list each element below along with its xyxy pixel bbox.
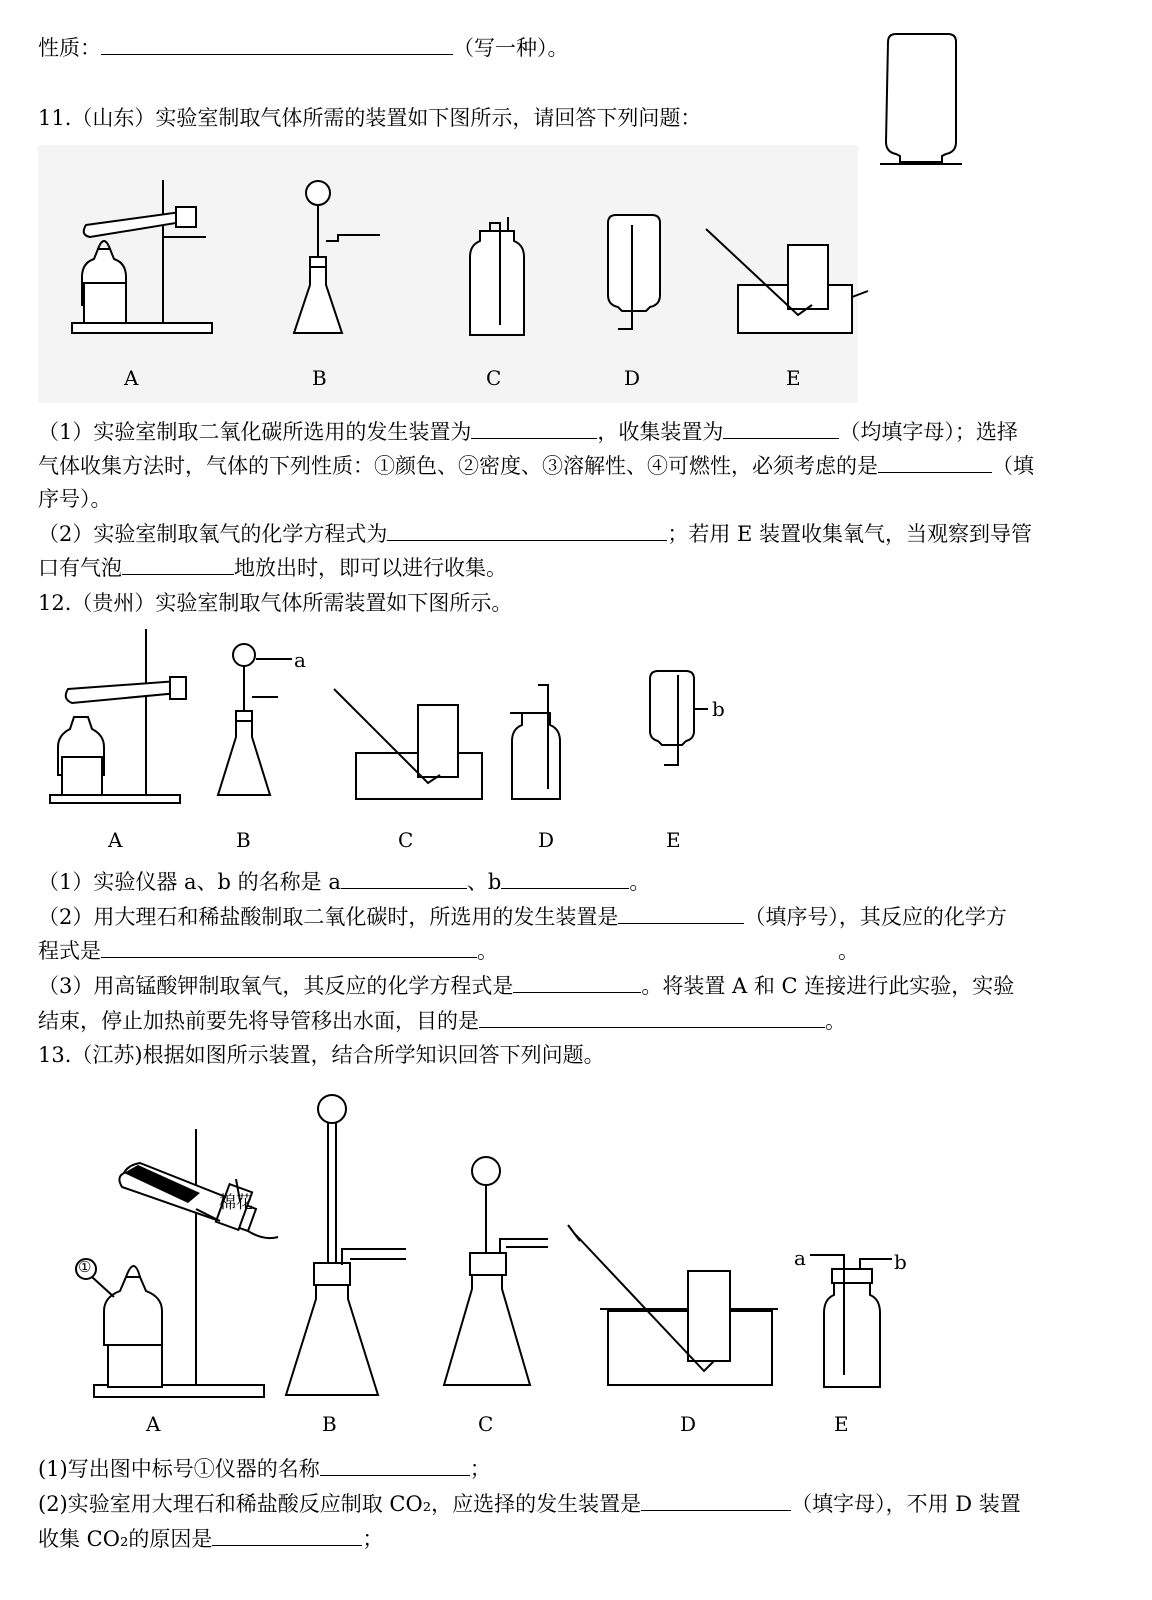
line-property bbox=[38, 33, 569, 63]
answer-blank[interactable] bbox=[641, 1490, 791, 1511]
q13-device-b bbox=[286, 1095, 406, 1395]
q12-stem: 12.（贵州）实验室制取气体所需装置如下图所示。 bbox=[38, 591, 513, 615]
q11-label-e: E bbox=[786, 366, 801, 390]
q12-label-b: B bbox=[236, 828, 251, 852]
q12-label-d: D bbox=[538, 828, 555, 852]
q11-p2-line2: 口有气泡 地放出时，即可以进行收集。 bbox=[38, 556, 507, 580]
q12-label-c: C bbox=[398, 828, 414, 852]
q12-mark-b: b bbox=[712, 697, 725, 721]
q11-label-b: B bbox=[312, 366, 327, 390]
q11-p1-line1: （1）实验室制取二氧化碳所选用的发生装置为 ，收集装置为 （均填字母）；选择 bbox=[38, 420, 1018, 444]
q12-device-c bbox=[334, 689, 482, 799]
q12-label-e: E bbox=[666, 828, 681, 852]
q13-p1: (1)写出图中标号①仪器的名称 ； bbox=[38, 1457, 491, 1481]
q13-device-e bbox=[810, 1255, 892, 1387]
q12-p1: （1）实验仪器 a、b 的名称是 a 、b 。 bbox=[38, 870, 651, 894]
q12-p2-line2: 程式是 。 。 bbox=[38, 939, 859, 963]
answer-blank[interactable] bbox=[101, 937, 477, 958]
q12-apparatus-figure bbox=[38, 625, 738, 825]
answer-blank[interactable] bbox=[471, 418, 597, 439]
answer-blank[interactable] bbox=[878, 452, 992, 473]
q12-device-b bbox=[218, 644, 292, 795]
q12-device-e bbox=[650, 671, 708, 765]
q13-p2-line1: (2)实验室用大理石和稀盐酸反应制取 CO₂，应选择的发生装置是 （填字母），不用 D 装置 bbox=[38, 1492, 1021, 1516]
q13-p2-line2: 收集 CO₂的原因是 ； bbox=[38, 1527, 384, 1551]
q13-label-c: C bbox=[478, 1412, 494, 1436]
q12-p2-line1: （2）用大理石和稀盐酸制取二氧化碳时，所选用的发生装置是 （填序号），其反应的化学方 bbox=[38, 905, 1007, 929]
q12-mark-a: a bbox=[294, 648, 306, 672]
answer-blank[interactable] bbox=[101, 34, 453, 55]
q13-device-d bbox=[568, 1225, 778, 1385]
q11-label-d: D bbox=[624, 366, 641, 390]
q13-cotton-label: 棉花 bbox=[219, 1193, 253, 1213]
answer-blank[interactable] bbox=[122, 554, 234, 575]
answer-blank[interactable] bbox=[479, 1007, 825, 1028]
q13-label-a: A bbox=[146, 1412, 161, 1436]
q13-mark-a: a bbox=[794, 1246, 806, 1270]
q12-device-d bbox=[510, 685, 560, 799]
answer-blank[interactable] bbox=[387, 520, 667, 541]
q13-device-a bbox=[76, 1129, 278, 1397]
property-suffix: （写一种）。 bbox=[453, 36, 569, 60]
q12-device-a bbox=[50, 629, 186, 803]
answer-blank[interactable] bbox=[513, 972, 641, 993]
q13-label-d: D bbox=[680, 1412, 697, 1436]
answer-blank[interactable] bbox=[212, 1525, 362, 1546]
q12-p3-line2: 结束，停止加热前要先将导管移出水面，目的是 。 bbox=[38, 1009, 846, 1033]
q12-label-a: A bbox=[108, 828, 123, 852]
q13-mark-b: b bbox=[894, 1250, 907, 1274]
answer-blank[interactable] bbox=[341, 868, 467, 889]
q13-circle-1: ① bbox=[78, 1258, 92, 1276]
q13-stem: 13.（江苏)根据如图所示装置，结合所学知识回答下列问题。 bbox=[38, 1043, 605, 1067]
answer-blank[interactable] bbox=[501, 868, 629, 889]
q11-label-c: C bbox=[486, 366, 502, 390]
q11-p1-line2: 气体收集方法时，气体的下列性质：①颜色、②密度、③溶解性、④可燃性，必须考虑的是 （填 bbox=[38, 454, 1034, 478]
answer-blank[interactable] bbox=[723, 418, 839, 439]
q11-p2-line1: （2）实验室制取氧气的化学方程式为 ；若用 E 装置收集氧气，当观察到导管 bbox=[38, 522, 1033, 546]
q13-device-c bbox=[444, 1157, 548, 1385]
q11-label-a: A bbox=[124, 366, 139, 390]
q12-p3-line1: （3）用高锰酸钾制取氧气，其反应的化学方程式是 。将装置 A 和 C 连接进行此实验，实验 bbox=[38, 974, 1015, 998]
q11-stem: 11.（山东）实验室制取气体所需的装置如下图所示，请回答下列问题： bbox=[38, 106, 702, 130]
q11-apparatus-figure bbox=[38, 145, 858, 403]
answer-blank[interactable] bbox=[320, 1455, 470, 1476]
q11-p1-line3: 序号）。 bbox=[38, 487, 112, 511]
bottle-figure bbox=[876, 30, 966, 170]
property-prefix: 性质： bbox=[38, 36, 101, 60]
q13-label-b: B bbox=[322, 1412, 337, 1436]
q13-label-e: E bbox=[834, 1412, 849, 1436]
answer-blank[interactable] bbox=[618, 903, 744, 924]
